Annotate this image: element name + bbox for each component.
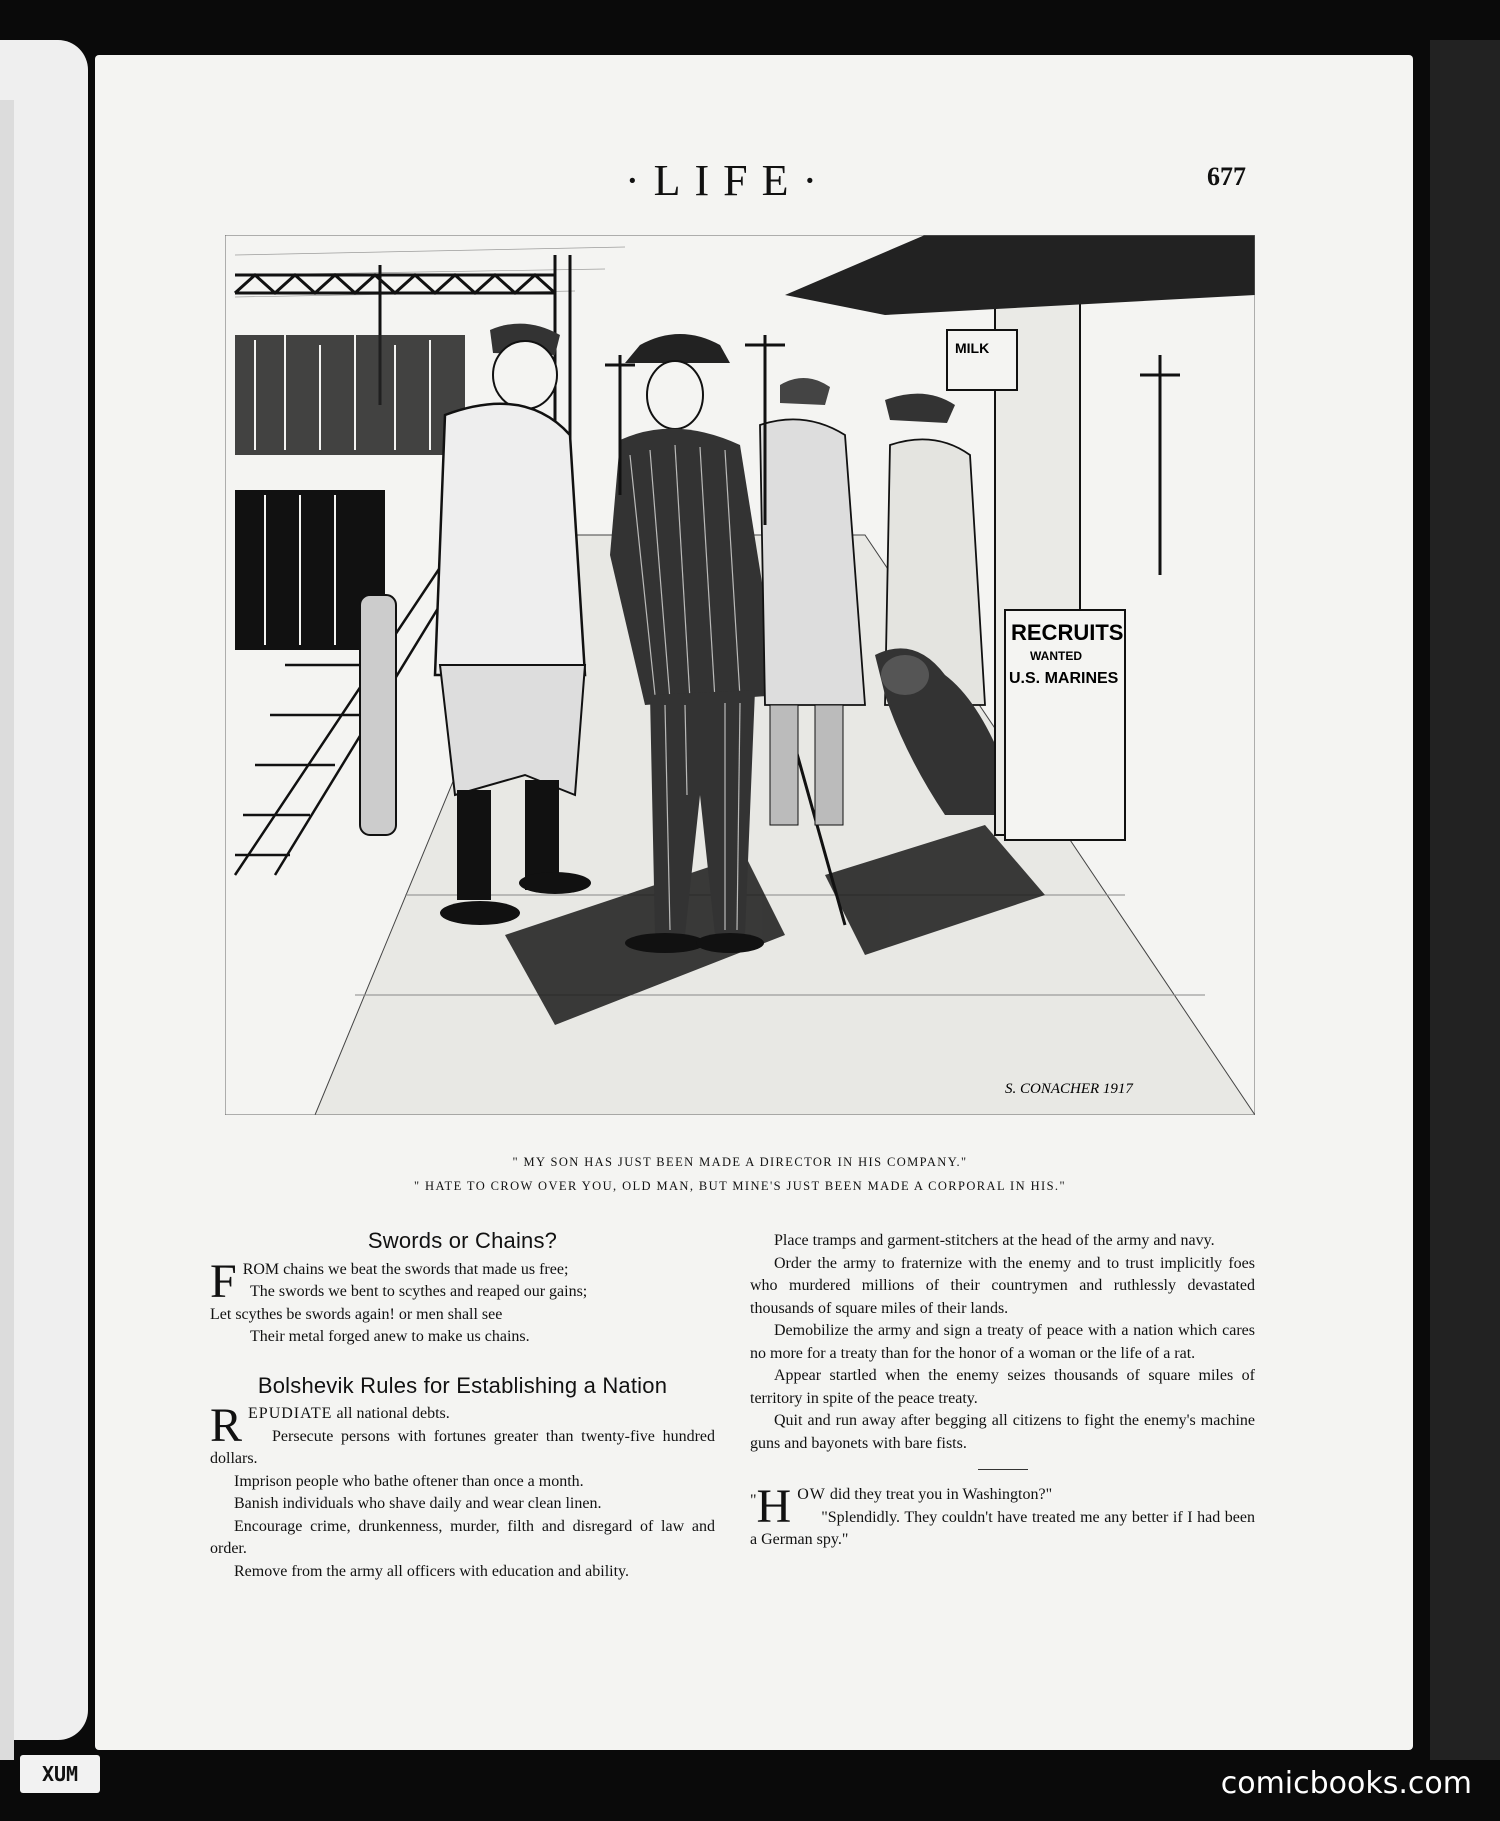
cartoon-caption bbox=[225, 1150, 1255, 1198]
page-number: 677 bbox=[1207, 162, 1246, 191]
right-column bbox=[750, 1230, 1255, 1552]
article-title-bolshevik: Bolshevik Rules for Establishing a Nation bbox=[257, 1372, 668, 1398]
rule-paragraph: Remove from the army all officers with education and ability. bbox=[234, 1562, 629, 1580]
rule-first bbox=[210, 1403, 715, 1426]
left-column bbox=[210, 1230, 715, 1583]
rule-paragraph: Demobilize the army and sign a treaty of peace with a nation which cares no more for a treaty than for the honor of a woman or the life of a rat. bbox=[750, 1322, 1255, 1362]
joke-reply: "Splendidly. They couldn't have treated me any better if I had been a German spy." bbox=[750, 1508, 1255, 1548]
rule-paragraph: Appear startled when the enemy seizes thousands of square miles of territory in spite of the peace treaty. bbox=[750, 1367, 1255, 1407]
poem-title: Swords or Chains? bbox=[367, 1228, 558, 1253]
cartoon-illustration bbox=[225, 235, 1255, 1115]
joke-question-rest: did they treat you in Washington?" bbox=[825, 1486, 1053, 1503]
milk-sign-text: MILK bbox=[955, 340, 990, 356]
washington-joke bbox=[750, 1480, 1255, 1552]
bolshevik-dropcap: R bbox=[210, 1399, 243, 1452]
facing-page-edge bbox=[0, 40, 88, 1740]
poem-dropcap: F bbox=[210, 1254, 237, 1308]
page-header bbox=[95, 150, 1413, 210]
rule-paragraph: Banish individuals who shave daily and wear clean linen. bbox=[234, 1495, 602, 1512]
poem bbox=[210, 1254, 715, 1349]
joke-dropcap: H bbox=[756, 1480, 792, 1533]
rule-paragraph: Persecute persons with fortunes greater than twenty-five hundred dollars. bbox=[210, 1427, 715, 1467]
site-watermark: comicbooks.com bbox=[1220, 1766, 1472, 1801]
rule-paragraph: Order the army to fraternize with the enemy and to trust implicitly foes who murdered millions of their countrymen and ruthlessly devastated thousands of square miles of their lands. bbox=[750, 1254, 1255, 1317]
section-divider bbox=[978, 1469, 1028, 1470]
artist-signature: S. CONACHER 1917 bbox=[1005, 1081, 1133, 1097]
rule-first-rest: all national debts. bbox=[332, 1405, 450, 1422]
joke-question bbox=[750, 1484, 1255, 1507]
recruits-sign-body: U.S. MARINES bbox=[1009, 670, 1119, 687]
masthead-title: ·LIFE· bbox=[625, 156, 832, 205]
rule-paragraph: Quit and run away after begging all citizens to fight the enemy's machine guns and bayonets with bare fists. bbox=[750, 1412, 1255, 1452]
facing-page-gutter bbox=[0, 100, 14, 1760]
rule-paragraph: Imprison people who bathe oftener than once a month. bbox=[234, 1472, 584, 1490]
joke-open-quote: " bbox=[750, 1492, 757, 1509]
bolshevik-rules bbox=[210, 1399, 715, 1583]
joke-first-word: OW bbox=[797, 1486, 826, 1503]
poem-line-1: ROM chains we beat the swords that made us free; bbox=[242, 1260, 569, 1278]
scan-label: XUM bbox=[20, 1755, 100, 1793]
page-edge-right bbox=[1430, 40, 1500, 1760]
rule-first-word: EPUDIATE bbox=[248, 1405, 333, 1422]
recruits-sign-title: RECRUITS bbox=[1011, 620, 1124, 645]
rule-paragraph: Place tramps and garment-stitchers at the head of the army and navy. bbox=[774, 1232, 1215, 1249]
poem-line-3: Let scythes be swords again! or men shall see bbox=[210, 1305, 503, 1323]
rule-paragraph: Encourage crime, drunkenness, murder, filth and disregard of law and order. bbox=[210, 1517, 715, 1557]
poem-line-2: The swords we bent to scythes and reaped our gains; bbox=[250, 1283, 588, 1300]
magazine-page bbox=[95, 55, 1413, 1750]
recruits-sign-sub: WANTED bbox=[1030, 649, 1082, 663]
poem-line-4: Their metal forged anew to make us chains. bbox=[250, 1328, 530, 1345]
caption-line-2: " HATE TO CROW OVER YOU, OLD MAN, BUT MINE'S JUST BEEN MADE A CORPORAL IN HIS." bbox=[414, 1179, 1066, 1193]
caption-line-1: " MY SON HAS JUST BEEN MADE A DIRECTOR IN HIS COMPANY." bbox=[512, 1155, 968, 1169]
